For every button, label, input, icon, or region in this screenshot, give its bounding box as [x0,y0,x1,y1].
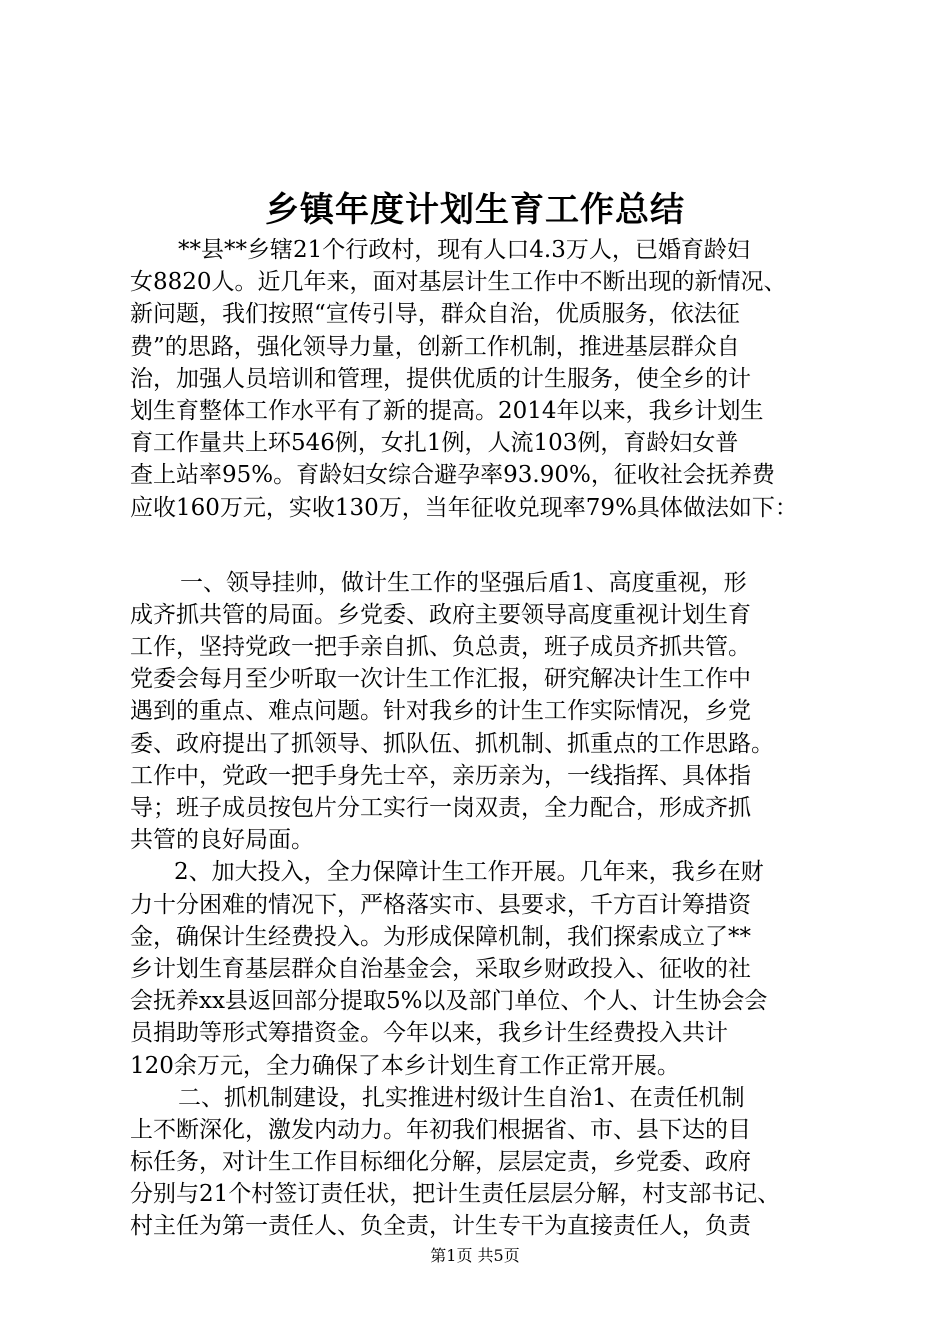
text-line: 工作中，党政一把手身先士卒，亲历亲为，一线指挥、具体指 [130,762,751,789]
text-line: 会抚养xx县返回部分提取5%以及部门单位、个人、计生协会会 [130,988,768,1015]
text-line: 成齐抓共管的局面。乡党委、政府主要领导高度重视计划生育 [130,601,751,628]
text-line: 标任务，对计生工作目标细化分解，层层定责，乡党委、政府 [130,1149,751,1176]
text-line: 查上站率95%。育龄妇女综合避孕率93.90%，征收社会抚养费 [130,462,775,489]
text-line: 120余万元，全力确保了本乡计划生育工作正常开展。 [130,1052,680,1079]
text-line: 分别与21个村签订责任状，把计生责任层层分解，村支部书记、 [130,1181,781,1208]
text-line: 女8820人。近几年来，面对基层计生工作中不断出现的新情况、 [130,269,787,296]
text-line: 员捐助等形式筹措资金。今年以来，我乡计生经费投入共计 [130,1020,728,1047]
text-line: 二、抓机制建设，扎实推进村级计生自治1、在责任机制 [178,1084,745,1111]
text-line: 村主任为第一责任人、负全责，计生专干为直接责任人，负责 [130,1213,751,1240]
text-line: 治，加强人员培训和管理，提供优质的计生服务，使全乡的计 [130,365,751,392]
text-line: 2、加大投入，全力保障计生工作开展。几年来，我乡在财 [174,859,764,886]
text-line: 遇到的重点、难点问题。针对我乡的计生工作实际情况，乡党 [130,698,751,725]
text-line: 导；班子成员按包片分工实行一岗双责，全力配合，形成齐抓 [130,795,751,821]
text-line: 共管的良好局面。 [130,827,314,854]
text-line: 工作，坚持党政一把手亲自抓、负总责，班子成员齐抓共管。 [130,634,751,661]
text-line: 新问题，我们按照“宣传引导，群众自治，优质服务，依法征 [130,301,740,328]
text-line: 党委会每月至少听取一次计生工作汇报，研究解决计生工作中 [130,666,751,693]
paragraph-gap [130,524,830,567]
text-line: 划生育整体工作水平有了新的提高。2014年以来，我乡计划生 [130,397,764,424]
text-line: 力十分困难的情况下，严格落实市、县要求，千方百计筹措资 [130,891,751,918]
text-line: 委、政府提出了抓领导、抓队伍、抓机制、抓重点的工作思路。 [130,730,774,757]
text-line: 乡计划生育基层群众自治基金会，采取乡财政投入、征收的社 [130,955,751,982]
text-line: 一、领导挂帅，做计生工作的坚强后盾1、高度重视，形 [180,569,747,596]
document-body [130,234,830,1243]
text-line: 上不断深化，激发内动力。年初我们根据省、市、县下达的目 [130,1116,751,1143]
text-line: **县**乡辖21个行政村，现有人口4.3万人，已婚育龄妇 [178,237,750,263]
document-title: 乡镇年度计划生育工作总结 [265,190,685,230]
page-footer: 第1页 共5页 [430,1246,520,1265]
text-line: 应收160万元，实收130万，当年征收兑现率79%具体做法如下： [130,494,798,521]
text-line: 育工作量共上环546例，女扎1例，人流103例，育龄妇女普 [130,430,739,457]
text-line: 费”的思路，强化领导力量，创新工作机制，推进基层群众自 [130,333,740,360]
text-line: 金，确保计生经费投入。为形成保障机制，我们探索成立了** [130,923,751,950]
